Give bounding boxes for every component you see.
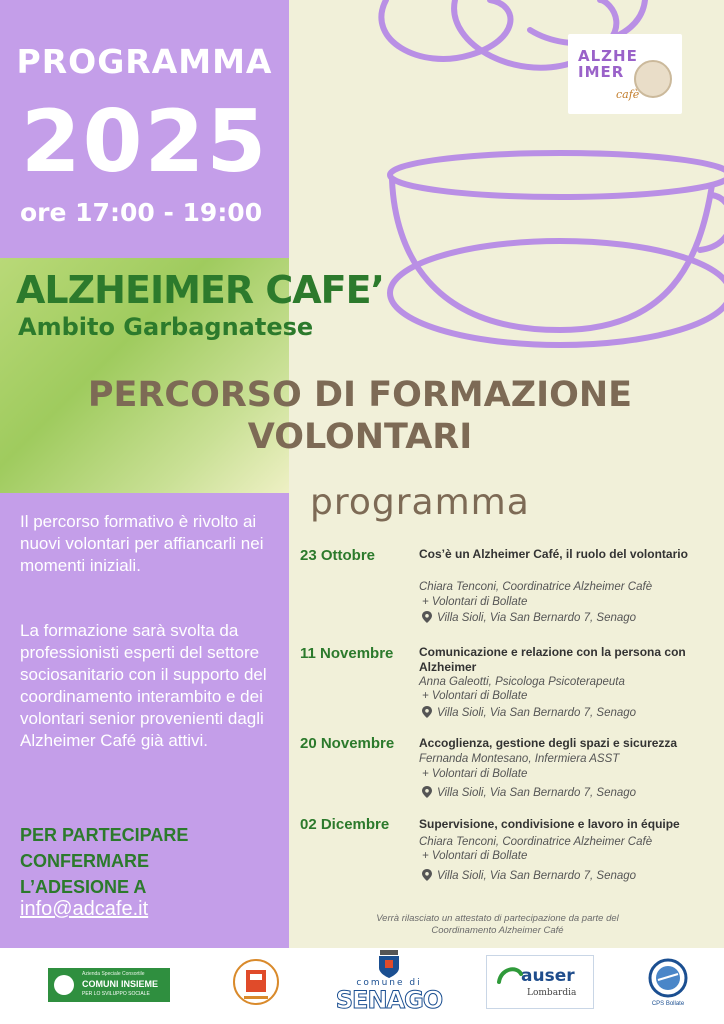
handshake-icon bbox=[54, 975, 74, 995]
event-title: Accoglienza, gestione degli spazi e sicurezza bbox=[419, 736, 678, 750]
location-pin-icon bbox=[422, 706, 432, 718]
program-label: PROGRAMMA bbox=[16, 42, 273, 81]
course-title: PERCORSO DI FORMAZIONE VOLONTARI bbox=[87, 375, 633, 457]
event-speaker: Anna Galeotti, Psicologa Psicoterapeuta bbox=[419, 676, 625, 688]
logo-cafe-text: cafè bbox=[616, 88, 640, 101]
subtitle: Ambito Garbagnatese bbox=[18, 313, 314, 341]
event-date: 23 Ottobre bbox=[300, 547, 376, 564]
piano-di-zona-logo bbox=[232, 952, 280, 1012]
event-location: Villa Sioli, Via San Bernardo 7, Senago bbox=[422, 786, 636, 799]
event-speaker: Fernanda Montesano, Infermiera ASST bbox=[419, 753, 620, 765]
email-link[interactable]: info@adcafe.it bbox=[20, 898, 149, 920]
auser-logo: auser Lombardia bbox=[486, 955, 594, 1009]
auser-swoosh-icon bbox=[495, 964, 523, 990]
cps-bollate-logo: CPS Bollate bbox=[646, 958, 690, 1014]
event-speaker: Chiara Tenconi, Coordinatrice Alzheimer Cafè bbox=[419, 581, 653, 593]
call-to-action: PER PARTECIPARE CONFERMARE L’ADESIONE A bbox=[20, 825, 189, 897]
event-date: 20 Novembre bbox=[300, 735, 395, 752]
coat-of-arms-icon bbox=[377, 950, 401, 978]
main-title: ALZHEIMER CAFE’ bbox=[16, 268, 384, 312]
alzheimer-cafe-logo bbox=[568, 34, 682, 114]
coffee-icon bbox=[634, 60, 672, 98]
location-pin-icon bbox=[422, 611, 432, 623]
hours-text: ore 17:00 - 19:00 bbox=[20, 198, 263, 227]
event-volunteers: + Volontari di Bollate bbox=[422, 596, 528, 608]
event-location: Villa Sioli, Via San Bernardo 7, Senago bbox=[422, 869, 636, 882]
event-date: 11 Novembre bbox=[300, 645, 394, 662]
location-pin-icon bbox=[422, 786, 432, 798]
event-title: Supervisione, condivisione e lavoro in équipe bbox=[419, 817, 680, 831]
intro-paragraph-1: Il percorso formativo è rivolto ai nuovi volontari per affiancarli nei momenti iniziali. bbox=[20, 512, 264, 575]
event-title: Comunicazione e relazione con la persona con Alzheimer bbox=[419, 645, 686, 674]
comune-senago-logo: comune di SENAGO bbox=[334, 950, 444, 1020]
intro-paragraph-2: La formazione sarà svolta da professionisti esperti del settore sociosanitario con il supporto del coordinamento interambito e dei volontari senior provenienti dagli Alzheimer Café già attivi. bbox=[20, 621, 267, 750]
event-volunteers: + Volontari di Bollate bbox=[422, 768, 528, 780]
event-speaker: Chiara Tenconi, Coordinatrice Alzheimer Cafè bbox=[419, 836, 653, 848]
cps-emblem-icon bbox=[648, 958, 688, 998]
logo-wordmark: ALZHE IMER bbox=[578, 47, 638, 81]
certificate-note: Verrà rilasciato un attestato di partecipazione da parte del Coordinamento Alzheimer Café bbox=[376, 913, 619, 936]
event-volunteers: + Volontari di Bollate bbox=[422, 690, 528, 702]
event-location: Villa Sioli, Via San Bernardo 7, Senago bbox=[422, 706, 636, 719]
event-volunteers: + Volontari di Bollate bbox=[422, 850, 528, 862]
comuni-insieme-logo: Azienda Speciale Consortile COMUNI INSIEME PER LO SVILUPPO SOCIALE bbox=[48, 968, 170, 1002]
event-title: Cos’è un Alzheimer Café, il ruolo del volontario bbox=[419, 547, 688, 561]
location-pin-icon bbox=[422, 869, 432, 881]
year-title: 2025 bbox=[20, 92, 269, 192]
event-location: Villa Sioli, Via San Bernardo 7, Senago bbox=[422, 611, 636, 624]
program-heading: programma bbox=[310, 482, 530, 523]
event-date: 02 Dicembre bbox=[300, 816, 390, 833]
